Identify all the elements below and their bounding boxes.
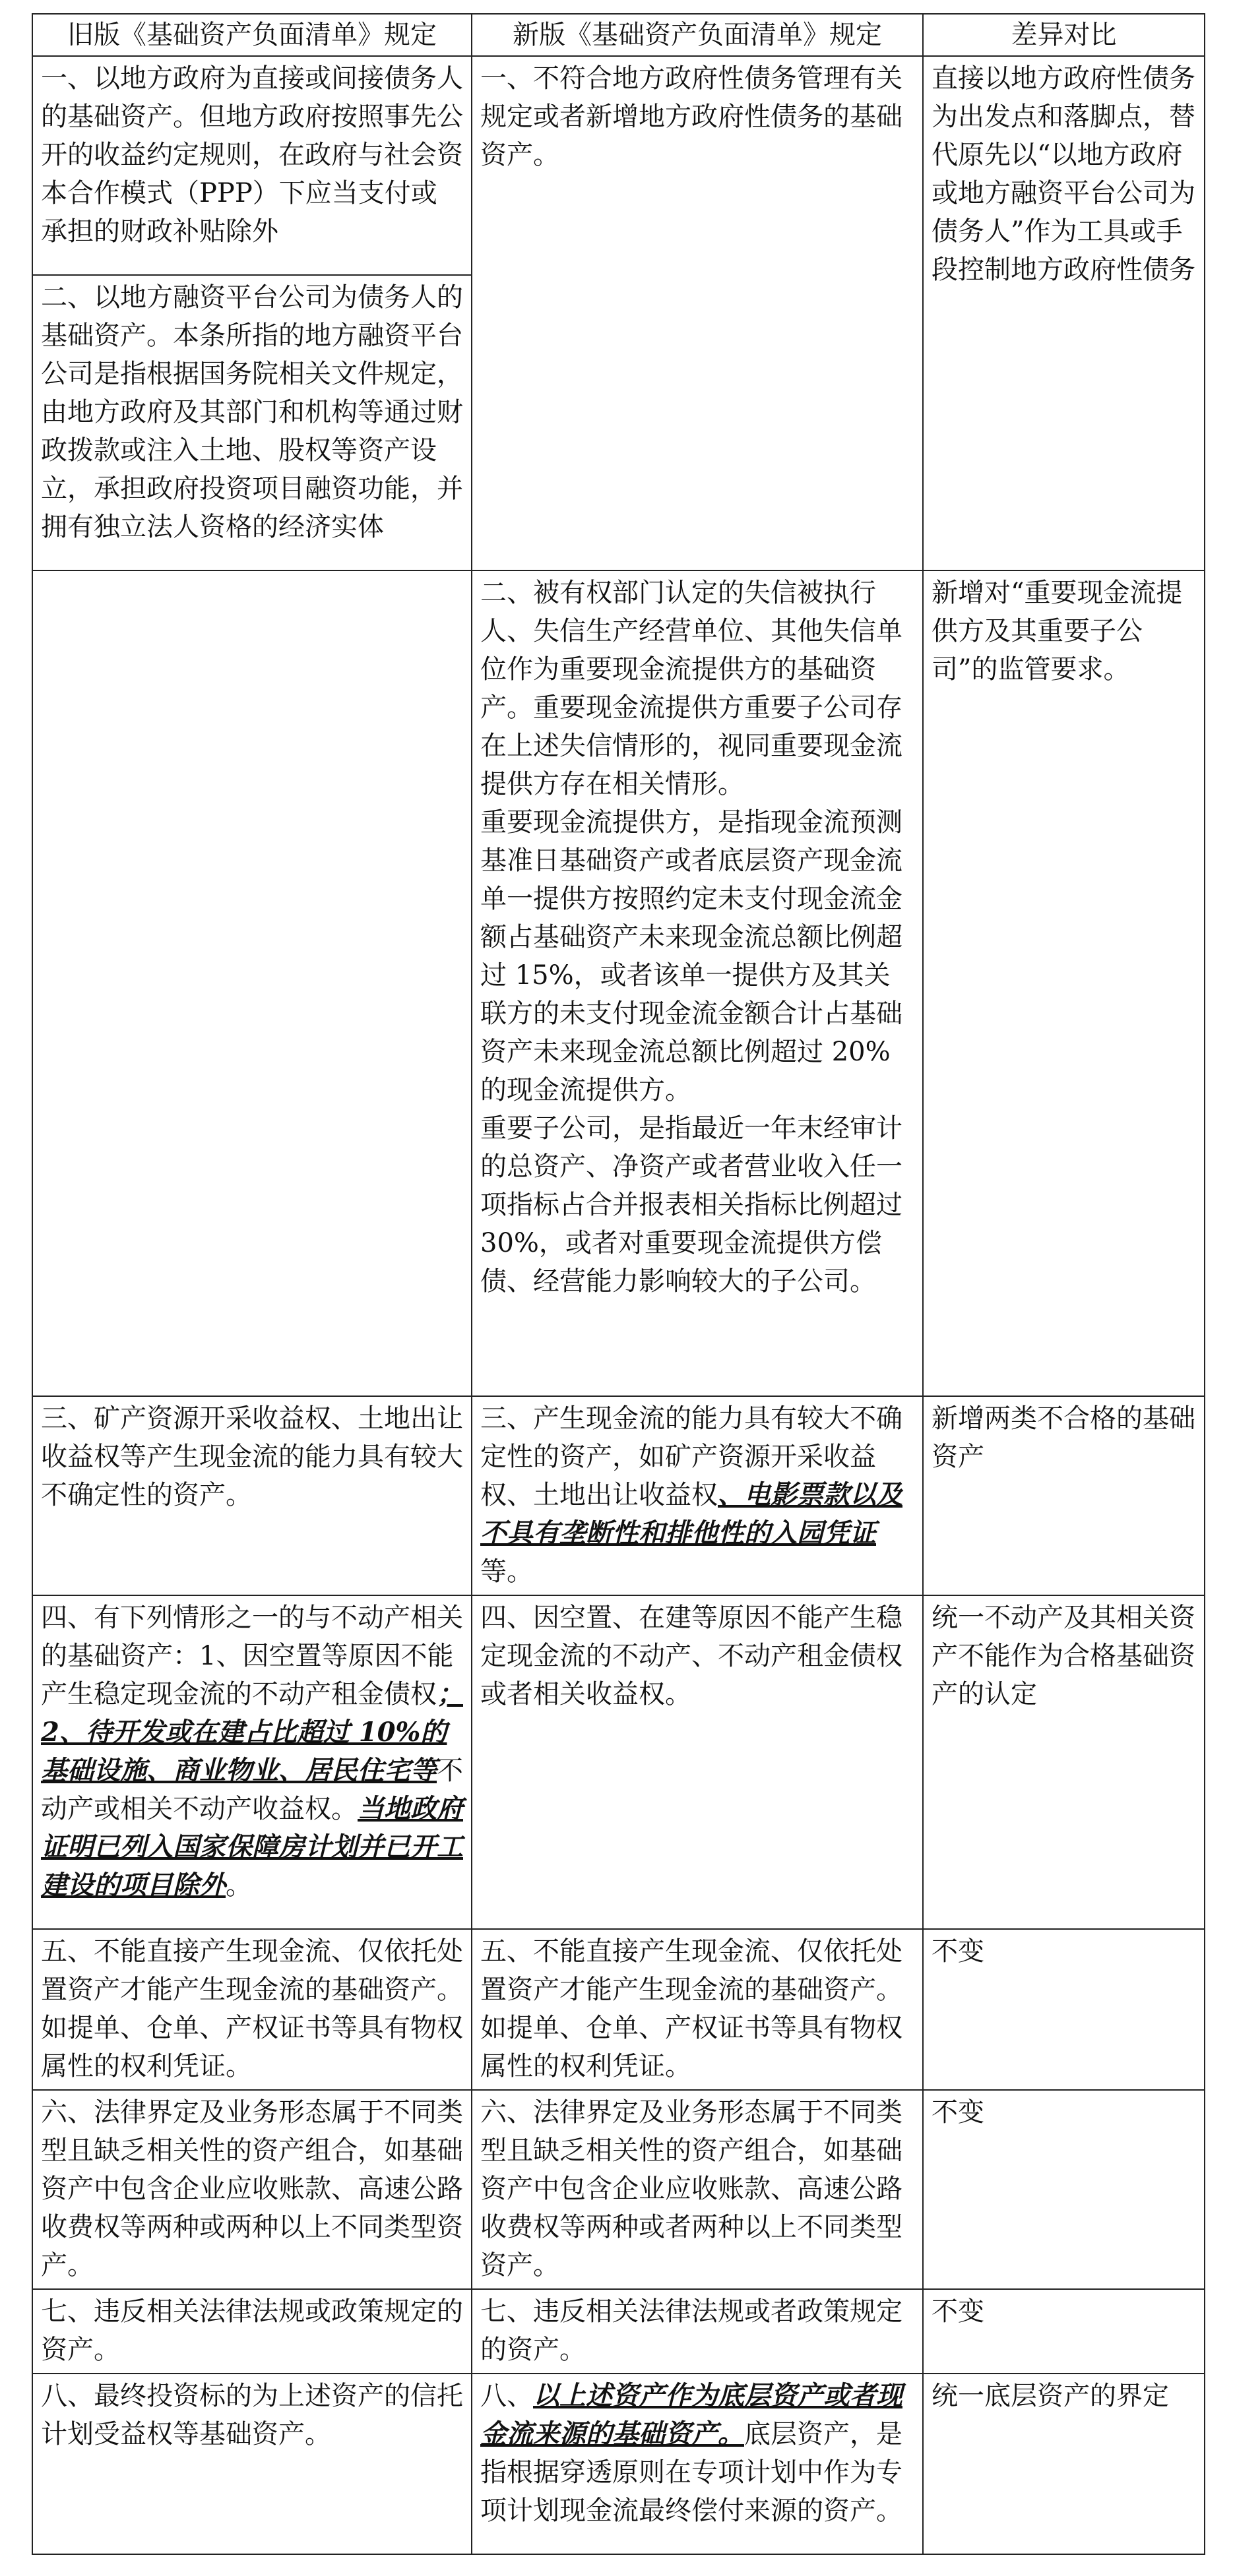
new-paragraph: 重要现金流提供方，是指现金流预测基准日基础资产或者底层资产现金流单一提供方按照约定未支付现金流金额占基础资产未来现金流总额比例超过 15%，或者该单一提供方及其关联方的未支付现金流金额合计占基础资产未来现金流总额比例超过 20%的现金流提供方。 bbox=[480, 807, 902, 1105]
new-cell: 一、不符合地方政府性债务管理有关规定或者新增地方政府性债务的基础资产。 bbox=[472, 56, 923, 570]
header-old: 旧版《基础资产负面清单》规定 bbox=[32, 14, 472, 56]
old-cell: 三、矿产资源开采收益权、土地出让收益权等产生现金流的能力具有较大不确定性的资产。 bbox=[32, 1396, 472, 1595]
table-row bbox=[32, 570, 1205, 1396]
old-text: 不动产或相关不动产收益权。 bbox=[41, 1756, 463, 1824]
table-row bbox=[32, 1396, 1205, 1595]
highlighted-text: 以上述资产作为底层资产或者现金流来源的基础资产。 bbox=[480, 2380, 902, 2449]
diff-cell: 不变 bbox=[923, 2289, 1205, 2374]
new-text: 八、 bbox=[480, 2381, 533, 2411]
diff-cell: 统一底层资产的界定 bbox=[923, 2374, 1205, 2554]
new-paragraph: 二、被有权部门认定的失信被执行人、失信生产经营单位、其他失信单位作为重要现金流提供方的基础资产。重要现金流提供方重要子公司存在上述失信情形的，视同重要现金流提供方存在相关情形。 bbox=[480, 578, 902, 799]
table-row bbox=[32, 2374, 1205, 2554]
diff-cell: 新增对“重要现金流提供方及其重要子公司”的监管要求。 bbox=[923, 570, 1205, 1396]
comparison-table bbox=[32, 13, 1205, 2555]
new-text: 底层资产，是指根据穿透原则在专项计划中作为专项计划现金流最终偿付来源的资产。 bbox=[480, 2419, 902, 2526]
new-cell bbox=[472, 1396, 923, 1595]
old-cell-empty bbox=[32, 570, 472, 1396]
new-cell: 五、不能直接产生现金流、仅依托处置资产才能产生现金流的基础资产。如提单、仓单、产权证书等具有物权属性的权利凭证。 bbox=[472, 1929, 923, 2090]
old-text: 。 bbox=[226, 1870, 252, 1901]
old-cell: 五、不能直接产生现金流、仅依托处置资产才能产生现金流的基础资产。如提单、仓单、产权证书等具有物权属性的权利凭证。 bbox=[32, 1929, 472, 2090]
header-row bbox=[32, 14, 1205, 56]
diff-cell: 直接以地方政府性债务为出发点和落脚点，替代原先以“以地方政府或地方融资平台公司为债务人”作为工具或手段控制地方政府性债务 bbox=[923, 56, 1205, 570]
table-row bbox=[32, 2090, 1205, 2289]
old-cell bbox=[32, 1595, 472, 1929]
table-row bbox=[32, 1929, 1205, 2090]
table-row bbox=[32, 1595, 1205, 1929]
diff-cell: 统一不动产及其相关资产不能作为合格基础资产的认定 bbox=[923, 1595, 1205, 1929]
old-cell: 一、以地方政府为直接或间接债务人的基础资产。但地方政府按照事先公开的收益约定规则，在政府与社会资本合作模式（PPP）下应当支付或承担的财政补贴除外 bbox=[32, 56, 472, 275]
highlighted-text: ；2、待开发或在建占比超过 10%的基础设施、商业物业、居民住宅等 bbox=[41, 1678, 463, 1786]
header-new: 新版《基础资产负面清单》规定 bbox=[472, 14, 923, 56]
old-cell: 七、违反相关法律法规或政策规定的资产。 bbox=[32, 2289, 472, 2374]
old-cell: 二、以地方融资平台公司为债务人的基础资产。本条所指的地方融资平台公司是指根据国务院相关文件规定，由地方政府及其部门和机构等通过财政拨款或注入土地、股权等资产设立，承担政府投资项目融资功能，并拥有独立法人资格的经济实体 bbox=[32, 275, 472, 570]
diff-cell: 不变 bbox=[923, 1929, 1205, 2090]
header-diff: 差异对比 bbox=[923, 14, 1205, 56]
new-text: 等。 bbox=[480, 1556, 533, 1587]
old-text: 四、有下列情形之一的与不动产相关的基础资产：1、因空置等原因不能产生稳定现金流的不动产租金债权 bbox=[41, 1603, 463, 1709]
new-cell: 四、因空置、在建等原因不能产生稳定现金流的不动产、不动产租金债权或者相关收益权。 bbox=[472, 1595, 923, 1929]
new-paragraph: 重要子公司，是指最近一年末经审计的总资产、净资产或者营业收入任一项指标占合并报表相关指标比例超过 30%，或者对重要现金流提供方偿债、经营能力影响较大的子公司。 bbox=[480, 1113, 902, 1297]
new-text: 三、产生现金流的能力具有较大不确定性的资产，如矿产资源开采收益权、土地出让收益权 bbox=[480, 1403, 902, 1510]
diff-cell: 新增两类不合格的基础资产 bbox=[923, 1396, 1205, 1595]
new-cell: 七、违反相关法律法规或者政策规定的资产。 bbox=[472, 2289, 923, 2374]
highlighted-text: 当地政府证明已列入国家保障房计划并已开工建设的项目除外 bbox=[41, 1793, 463, 1901]
highlighted-text: 、电影票款以及不具有垄断性和排他性的入园凭证 bbox=[480, 1479, 902, 1549]
new-cell: 六、法律界定及业务形态属于不同类型且缺乏相关性的资产组合，如基础资产中包含企业应收账款、高速公路收费权等两种或者两种以上不同类型资产。 bbox=[472, 2090, 923, 2289]
new-cell bbox=[472, 570, 923, 1396]
old-cell: 六、法律界定及业务形态属于不同类型且缺乏相关性的资产组合，如基础资产中包含企业应收账款、高速公路收费权等两种或两种以上不同类型资产。 bbox=[32, 2090, 472, 2289]
table-row bbox=[32, 56, 1205, 275]
diff-cell: 不变 bbox=[923, 2090, 1205, 2289]
old-cell: 八、最终投资标的为上述资产的信托计划受益权等基础资产。 bbox=[32, 2374, 472, 2554]
table-row bbox=[32, 2289, 1205, 2374]
new-cell bbox=[472, 2374, 923, 2554]
